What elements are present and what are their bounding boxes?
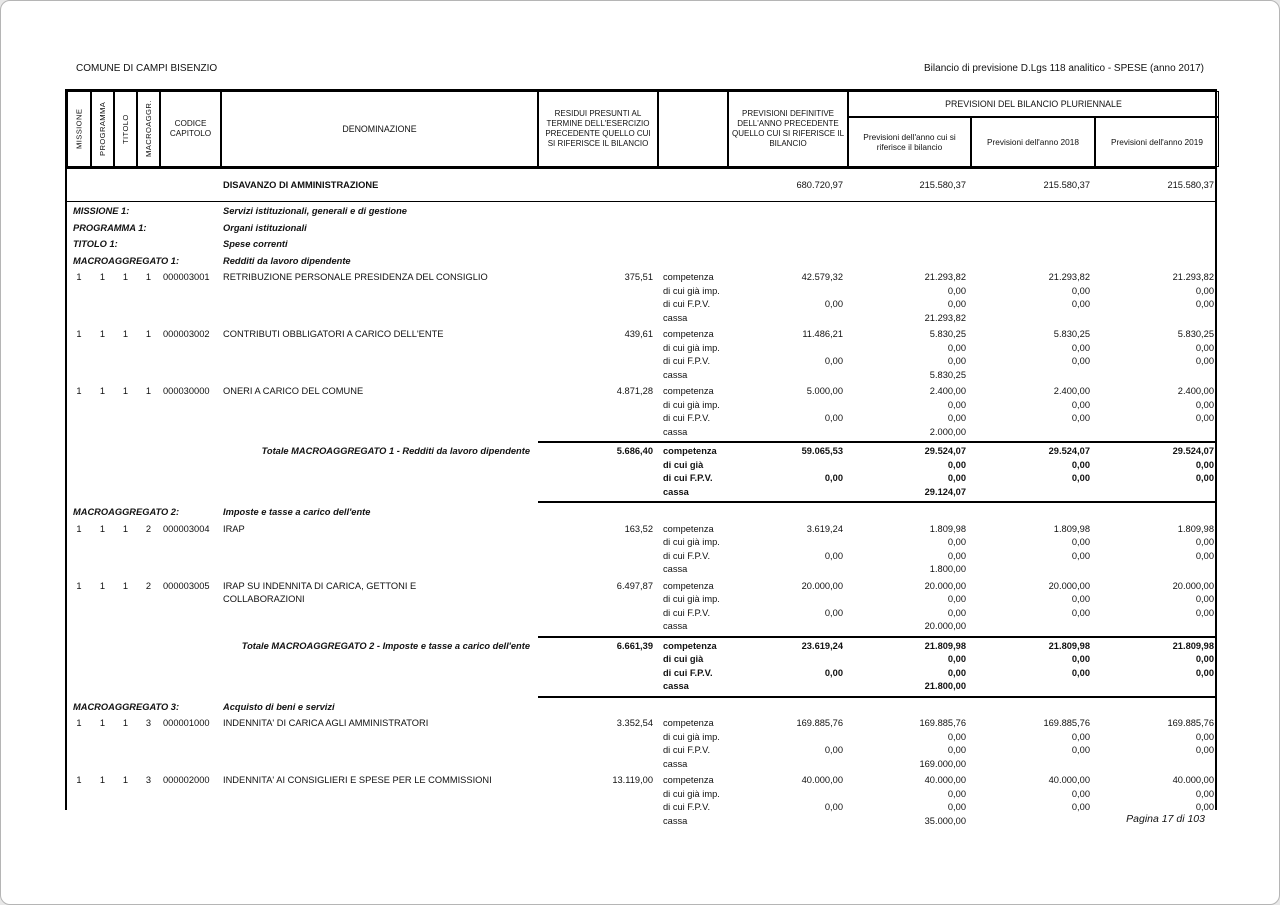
total-rule — [538, 441, 1215, 443]
sub-line — [67, 486, 1215, 500]
denominazione-cell: ONERI A CARICO DEL COMUNE — [223, 386, 364, 396]
sub-line — [67, 369, 1215, 383]
total-first-line — [67, 640, 1215, 654]
amount-cell: 0,00 — [1071, 607, 1090, 618]
sub-row-label: cassa — [663, 621, 688, 631]
code-cell: 1 — [145, 386, 152, 396]
sub-row-label: di cui F.P.V. — [663, 745, 711, 755]
sub-line — [67, 680, 1215, 694]
residui-total-cell: 5.686,40 — [616, 446, 653, 456]
amount-cell: 0,00 — [824, 356, 843, 366]
sub-row-label: competenza — [663, 640, 717, 651]
amount-cell: 0,00 — [947, 607, 966, 618]
code-cell: 2 — [145, 523, 152, 534]
amount-cell: 35.000,00 — [924, 815, 966, 826]
header-anno-riferimento: Previsioni dell'anno cui si riferisce il bilancio — [848, 117, 971, 167]
amount-cell: 169.885,76 — [1167, 718, 1214, 728]
amount-cell: 21.800,00 — [924, 681, 966, 691]
amount-cell: 40.000,00 — [1048, 775, 1090, 785]
section-heading — [67, 205, 1215, 219]
amount-cell: 0,00 — [824, 607, 843, 618]
amount-cell: 169.000,00 — [919, 758, 966, 769]
amount-cell: 0,00 — [824, 473, 843, 483]
sub-row-label: cassa — [663, 486, 689, 497]
header-residui: RESIDUI PRESUNTI AL TERMINE DELL'ESERCIZIO PRECEDENTE QUELLO CUI SI RIFERISCE IL BILANCIO — [538, 91, 658, 167]
amount-cell: 0,00 — [1071, 473, 1090, 483]
entity-name: COMUNE DI CAMPI BISENZIO — [76, 63, 218, 74]
amount-cell: 0,00 — [1195, 299, 1214, 309]
sub-line — [67, 788, 1215, 802]
header-anno-2018: Previsioni dell'anno 2018 — [971, 117, 1095, 167]
section-line — [67, 205, 1215, 219]
sub-row-label: competenza — [663, 446, 717, 456]
page-header — [76, 63, 1204, 74]
capitolo-code: 000003005 — [163, 580, 210, 591]
sub-row-label: cassa — [663, 369, 688, 380]
amount-cell: 20.000,00 — [1172, 580, 1214, 591]
amount-cell: 0,00 — [947, 667, 966, 678]
amount-cell: 169.885,76 — [919, 718, 966, 728]
section-line — [67, 701, 1215, 715]
amount-cell: 0,00 — [1071, 802, 1090, 812]
amount-cell: 29.124,07 — [924, 486, 966, 497]
sub-row-label: di cui F.P.V. — [663, 607, 711, 618]
amount-cell: 0,00 — [947, 399, 966, 410]
amount-cell: 21.809,98 — [1172, 640, 1214, 651]
amount-cell: 0,00 — [1195, 473, 1214, 483]
amount-cell: 0,00 — [1071, 745, 1090, 755]
amount-cell: 0,00 — [947, 459, 966, 470]
code-cell: 1 — [76, 580, 82, 591]
sub-line — [67, 731, 1215, 745]
header-programma: PROGRAMMA — [91, 91, 114, 167]
amount-cell: 5.830,25 — [1177, 329, 1214, 339]
amount-cell: 21.293,82 — [924, 312, 966, 323]
sub-row-label: competenza — [663, 523, 714, 534]
denominazione-continuation: COLLABORAZIONI — [223, 594, 305, 604]
sub-row-label: cassa — [663, 815, 688, 826]
code-cell: 1 — [122, 580, 129, 591]
code-cell: 1 — [76, 523, 82, 534]
code-cell: 1 — [99, 775, 106, 785]
amount-cell: 169.885,76 — [796, 718, 843, 728]
sub-line — [67, 285, 1215, 299]
capitolo-first-line — [67, 523, 1215, 537]
sub-line — [67, 298, 1215, 312]
sub-row-label: di cui F.P.V. — [663, 299, 711, 309]
sub-row-label: di cui già imp. — [663, 537, 720, 547]
report-title: Bilancio di previsione D.Lgs 118 analitico - SPESE (anno 2017) — [924, 63, 1204, 74]
header-pluriennale: PREVISIONI DEL BILANCIO PLURIENNALE — [848, 91, 1219, 117]
section-heading — [67, 238, 1215, 252]
code-cell: 1 — [76, 272, 82, 282]
sub-line — [67, 667, 1215, 681]
sub-row-label: cassa — [663, 312, 688, 323]
code-cell: 1 — [122, 718, 129, 728]
amount-cell: 42.579,32 — [801, 272, 843, 282]
section-description: Acquisto di beni e servizi — [223, 701, 335, 712]
amount-cell: 0,00 — [1071, 731, 1090, 742]
section-description: Imposte e tasse a carico dell'ente — [223, 507, 371, 517]
amount-cell: 0,00 — [1195, 413, 1214, 423]
sub-line — [67, 801, 1215, 815]
code-cell: 1 — [99, 718, 106, 728]
section-heading — [67, 701, 1215, 715]
section-heading — [67, 506, 1215, 520]
amount-cell: 59.065,53 — [801, 446, 843, 456]
denominazione-cell: INDENNITA' AI CONSIGLIERI E SPESE PER LE COMMISSIONI — [223, 775, 492, 785]
capitolo-code: 000003001 — [163, 272, 210, 282]
code-cell: 1 — [99, 386, 106, 396]
section-description: Redditi da lavoro dipendente — [223, 255, 351, 266]
capitolo-first-line — [67, 328, 1215, 342]
disavanzo-row — [67, 169, 1215, 202]
sub-line — [67, 412, 1215, 426]
sub-row-label: cassa — [663, 564, 688, 574]
amount-cell: 0,00 — [1071, 356, 1090, 366]
amount-cell: 0,00 — [1071, 285, 1090, 296]
section-label: MACROAGGREGATO 1: — [73, 255, 180, 266]
amount-cell: 0,00 — [1071, 537, 1090, 547]
residui-cell: 439,61 — [624, 329, 653, 339]
code-cell: 1 — [76, 386, 82, 396]
table-header — [65, 89, 1217, 169]
amount-cell: 0,00 — [1195, 399, 1214, 410]
header-empty — [658, 91, 728, 167]
amount-cell: 0,00 — [1195, 550, 1214, 561]
code-cell: 1 — [99, 523, 106, 534]
amount-cell: 2.400,00 — [1053, 386, 1090, 396]
sub-line — [67, 607, 1215, 621]
sub-row-label: di cui già imp. — [663, 788, 720, 799]
header-denominazione: DENOMINAZIONE — [221, 91, 538, 167]
code-cell: 1 — [99, 580, 106, 591]
amount-cell: 11.486,21 — [802, 329, 843, 339]
header-missione: MISSIONE — [67, 91, 91, 167]
capitolo-first-line — [67, 717, 1215, 731]
header-previsioni-definitive: PREVISIONI DEFINITIVE DELL'ANNO PRECEDENTE QUELLO CUI SI RIFERISCE IL BILANCIO — [728, 91, 848, 167]
amount-cell: 0,00 — [947, 550, 966, 561]
amount-cell: 0,00 — [1071, 550, 1090, 561]
amount-cell: 5.000,00 — [806, 386, 843, 396]
amount-cell: 0,00 — [947, 788, 966, 799]
sub-row-label: di cui F.P.V. — [663, 413, 711, 423]
amount-cell: 40.000,00 — [924, 775, 966, 785]
total-rule — [538, 636, 1215, 638]
amount-cell: 169.885,76 — [1043, 718, 1090, 728]
amount-cell: 0,00 — [1071, 342, 1090, 353]
amount-cell: 0,00 — [1195, 788, 1214, 799]
section-label: MISSIONE 1: — [73, 206, 130, 216]
section-line — [67, 255, 1215, 269]
amount-cell: 1.809,98 — [1053, 523, 1090, 534]
capitolo-code: 000002000 — [163, 775, 210, 785]
amount-cell: 0,00 — [824, 299, 843, 309]
sub-row-label: competenza — [663, 775, 714, 785]
disavanzo-anno-2018: 215.580,37 — [1043, 180, 1090, 190]
capitolo-first-line — [67, 774, 1215, 788]
amount-cell: 5.830,25 — [1053, 329, 1090, 339]
sub-row-label: di cui F.P.V. — [663, 667, 713, 678]
residui-cell: 4.871,28 — [616, 386, 653, 396]
sub-line — [67, 472, 1215, 486]
amount-cell: 0,00 — [947, 802, 966, 812]
code-cell: 3 — [145, 718, 152, 728]
amount-cell: 0,00 — [824, 667, 843, 678]
section-description: Spese correnti — [223, 239, 288, 249]
code-cell: 2 — [145, 580, 152, 591]
amount-cell: 0,00 — [1195, 459, 1214, 470]
section-heading — [67, 222, 1215, 236]
capitolo-row — [67, 774, 1215, 828]
residui-cell: 163,52 — [624, 523, 653, 534]
amount-cell: 20.000,00 — [924, 621, 966, 631]
amount-cell: 0,00 — [1071, 399, 1090, 410]
section-description: Servizi istituzionali, generali e di gestione — [223, 206, 407, 216]
header-anno-2019: Previsioni dell'anno 2019 — [1095, 117, 1219, 167]
sub-row-label: cassa — [663, 426, 688, 437]
header-codice-capitolo: CODICE CAPITOLO — [160, 91, 221, 167]
amount-cell: 21.293,82 — [1172, 272, 1214, 282]
amount-cell: 2.000,00 — [929, 426, 966, 437]
total-label: Totale MACROAGGREGATO 2 - Imposte e tasse a carico dell'ente — [241, 640, 530, 651]
sub-line — [67, 426, 1215, 440]
capitolo-row — [67, 580, 1215, 634]
header-titolo: TITOLO — [114, 91, 137, 167]
amount-cell: 1.809,98 — [1177, 523, 1214, 534]
amount-cell: 21.809,98 — [1048, 640, 1090, 651]
amount-cell: 29.524,07 — [1048, 446, 1090, 456]
header-macroaggr: MACROAGGR. — [137, 91, 160, 167]
code-cell: 1 — [122, 272, 129, 282]
capitolo-first-line — [67, 271, 1215, 285]
capitolo-code: 000030000 — [163, 386, 210, 396]
residui-cell: 375,51 — [624, 272, 653, 282]
code-cell: 1 — [122, 386, 129, 396]
code-cell: 1 — [122, 775, 129, 785]
amount-cell: 0,00 — [947, 594, 966, 604]
capitolo-row — [67, 328, 1215, 382]
amount-cell: 0,00 — [1071, 654, 1090, 664]
amount-cell: 0,00 — [947, 342, 966, 353]
amount-cell: 0,00 — [947, 356, 966, 366]
code-cell: 1 — [99, 272, 106, 282]
amount-cell: 1.800,00 — [929, 564, 966, 574]
amount-cell: 0,00 — [1195, 285, 1214, 296]
capitolo-row — [67, 385, 1215, 439]
sub-row-label: di cui già imp. — [663, 285, 720, 296]
amount-cell: 0,00 — [824, 413, 843, 423]
sub-line — [67, 399, 1215, 413]
total-row — [67, 640, 1215, 694]
capitolo-first-line — [67, 385, 1215, 399]
section-label: MACROAGGREGATO 2: — [73, 507, 180, 517]
denominazione-cell: RETRIBUZIONE PERSONALE PRESIDENZA DEL CONSIGLIO — [223, 272, 488, 282]
sub-row-label: competenza — [663, 580, 714, 591]
amount-cell: 0,00 — [1071, 299, 1090, 309]
amount-cell: 0,00 — [1071, 788, 1090, 799]
code-cell: 1 — [122, 329, 129, 339]
sub-row-label: di cui F.P.V. — [663, 550, 711, 561]
sub-line — [67, 550, 1215, 564]
sub-row-label: competenza — [663, 272, 714, 282]
amount-cell: 5.830,25 — [929, 329, 966, 339]
amount-cell: 40.000,00 — [801, 775, 843, 785]
amount-cell: 20.000,00 — [1048, 580, 1090, 591]
page-number: Pagina 17 di 103 — [1126, 813, 1205, 825]
amount-cell: 0,00 — [1071, 459, 1090, 470]
amount-cell: 0,00 — [947, 473, 966, 483]
total-label: Totale MACROAGGREGATO 1 - Redditi da lavoro dipendente — [261, 446, 530, 456]
amount-cell: 0,00 — [1195, 802, 1214, 812]
amount-cell: 29.524,07 — [924, 446, 966, 456]
capitolo-code: 000003004 — [163, 523, 210, 534]
residui-total-cell: 6.661,39 — [616, 640, 653, 651]
amount-cell: 0,00 — [1195, 342, 1214, 353]
amount-cell: 0,00 — [1195, 745, 1214, 755]
sub-row-label: di cui già — [663, 459, 704, 470]
sub-row-label: cassa — [663, 681, 689, 691]
amount-cell: 21.809,98 — [924, 640, 966, 651]
disavanzo-anno-2019: 215.580,37 — [1167, 180, 1214, 190]
residui-cell: 13.119,00 — [612, 775, 653, 785]
sub-line — [67, 563, 1215, 577]
amount-cell: 20.000,00 — [801, 580, 843, 591]
capitolo-row — [67, 271, 1215, 325]
denominazione-cell: CONTRIBUTI OBBLIGATORI A CARICO DELL'ENTE — [223, 329, 444, 339]
amount-cell: 40.000,00 — [1172, 775, 1214, 785]
code-cell: 1 — [76, 718, 82, 728]
sub-row-label: di cui già imp. — [663, 731, 720, 742]
amount-cell: 0,00 — [1195, 654, 1214, 664]
code-cell: 1 — [76, 329, 82, 339]
section-description: Organi istituzionali — [223, 222, 307, 233]
sub-row-label: di cui già imp. — [663, 399, 720, 410]
code-cell: 1 — [122, 523, 129, 534]
section-line — [67, 506, 1215, 520]
total-first-line — [67, 445, 1215, 459]
amount-cell: 0,00 — [947, 537, 966, 547]
amount-cell: 0,00 — [947, 299, 966, 309]
sub-row-label: di cui già — [663, 654, 704, 664]
sub-line — [67, 593, 1215, 607]
section-label: MACROAGGREGATO 3: — [73, 701, 180, 712]
amount-cell: 21.293,82 — [924, 272, 966, 282]
sub-line — [67, 815, 1215, 829]
total-row — [67, 445, 1215, 499]
amount-cell: 0,00 — [824, 745, 843, 755]
section-label: PROGRAMMA 1: — [73, 222, 147, 233]
amount-cell: 0,00 — [1071, 594, 1090, 604]
disavanzo-prev-def: 680.720,97 — [796, 180, 843, 190]
code-cell: 1 — [99, 329, 106, 339]
amount-cell: 0,00 — [1195, 607, 1214, 618]
amount-cell: 20.000,00 — [924, 580, 966, 591]
sub-line — [67, 758, 1215, 772]
sub-row-label: cassa — [663, 758, 688, 769]
amount-cell: 0,00 — [1071, 667, 1090, 678]
capitolo-row — [67, 717, 1215, 771]
amount-cell: 0,00 — [947, 413, 966, 423]
sub-row-label: competenza — [663, 718, 714, 728]
section-line — [67, 222, 1215, 236]
amount-cell: 0,00 — [1195, 356, 1214, 366]
section-heading — [67, 255, 1215, 269]
sub-line — [67, 459, 1215, 473]
sub-line — [67, 653, 1215, 667]
amount-cell: 0,00 — [1195, 537, 1214, 547]
section-line — [67, 238, 1215, 252]
sub-line — [67, 342, 1215, 356]
capitolo-code: 000003002 — [163, 329, 210, 339]
code-cell: 1 — [145, 329, 152, 339]
amount-cell: 3.619,24 — [806, 523, 843, 534]
sub-row-label: competenza — [663, 329, 714, 339]
amount-cell: 2.400,00 — [1177, 386, 1214, 396]
amount-cell: 5.830,25 — [929, 369, 966, 380]
sub-row-label: di cui già imp. — [663, 342, 720, 353]
total-rule — [538, 501, 1215, 503]
amount-cell: 0,00 — [947, 654, 966, 664]
sub-row-label: di cui F.P.V. — [663, 802, 711, 812]
amount-cell: 0,00 — [824, 802, 843, 812]
disavanzo-anno-rif: 215.580,37 — [919, 180, 966, 190]
amount-cell: 0,00 — [947, 731, 966, 742]
sub-row-label: competenza — [663, 386, 714, 396]
total-rule — [538, 696, 1215, 698]
capitolo-row — [67, 523, 1215, 577]
capitolo-first-line — [67, 580, 1215, 594]
denominazione-cell: IRAP — [223, 523, 245, 534]
sub-line — [67, 744, 1215, 758]
amount-cell: 0,00 — [1195, 594, 1214, 604]
section-label: TITOLO 1: — [73, 239, 118, 249]
amount-cell: 21.293,82 — [1048, 272, 1090, 282]
residui-cell: 3.352,54 — [616, 718, 653, 728]
amount-cell: 23.619,24 — [801, 640, 843, 651]
amount-cell: 0,00 — [1071, 413, 1090, 423]
amount-cell: 0,00 — [947, 285, 966, 296]
code-cell: 1 — [145, 272, 152, 282]
amount-cell: 0,00 — [1195, 667, 1214, 678]
sub-line — [67, 312, 1215, 326]
sub-row-label: di cui già imp. — [663, 594, 720, 604]
capitolo-code: 000001000 — [163, 718, 210, 728]
disavanzo-label: DISAVANZO DI AMMINISTRAZIONE — [223, 180, 379, 190]
sub-row-label: di cui F.P.V. — [663, 473, 713, 483]
sub-line — [67, 620, 1215, 634]
code-cell: 3 — [145, 775, 152, 785]
amount-cell: 1.809,98 — [929, 523, 966, 534]
sub-line — [67, 355, 1215, 369]
amount-cell: 29.524,07 — [1172, 446, 1214, 456]
code-cell: 1 — [76, 775, 82, 785]
amount-cell: 0,00 — [824, 550, 843, 561]
sub-row-label: di cui F.P.V. — [663, 356, 711, 366]
sub-line — [67, 536, 1215, 550]
amount-cell: 2.400,00 — [929, 386, 966, 396]
denominazione-cell: IRAP SU INDENNITA DI CARICA, GETTONI E — [223, 580, 417, 591]
residui-cell: 6.497,87 — [616, 580, 653, 591]
amount-cell: 0,00 — [1195, 731, 1214, 742]
amount-cell: 0,00 — [947, 745, 966, 755]
denominazione-cell: INDENNITA' DI CARICA AGLI AMMINISTRATORI — [223, 718, 429, 728]
